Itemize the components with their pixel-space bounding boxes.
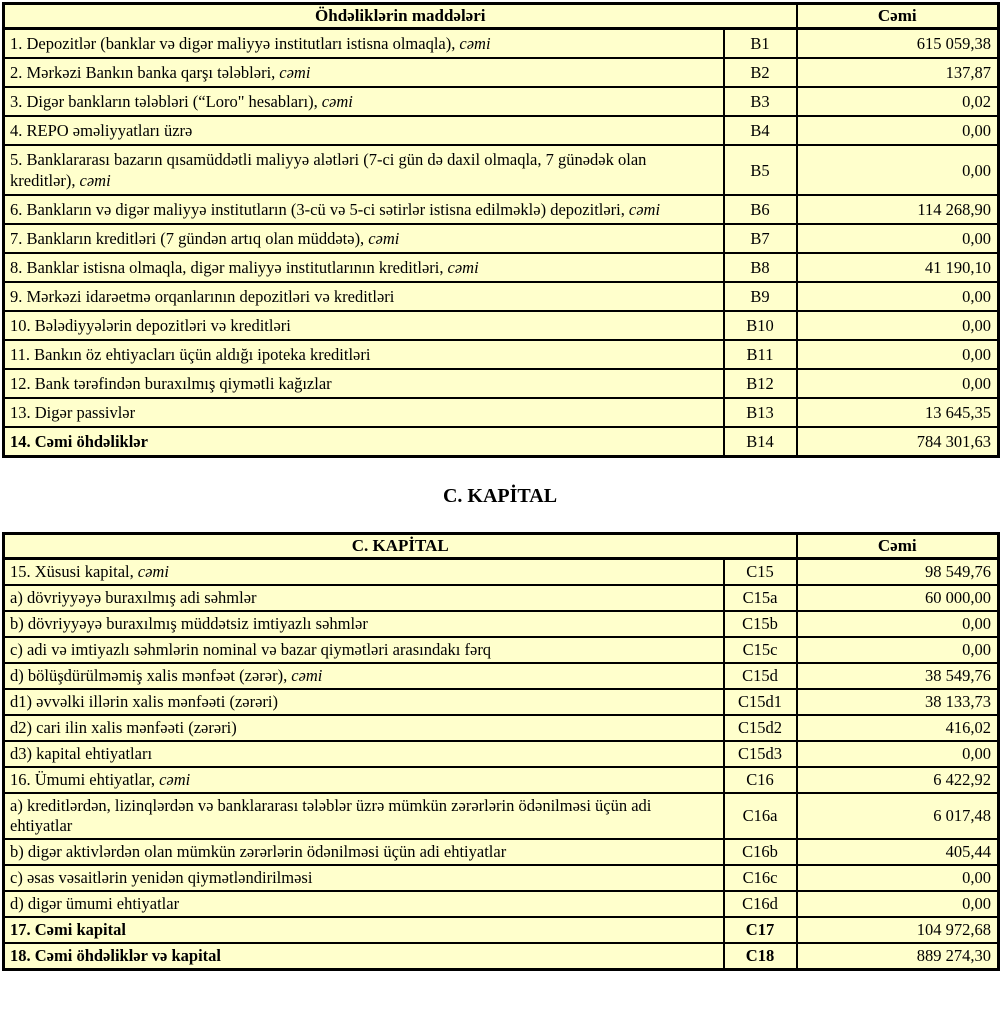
row-label-text: b) dövriyyəyə buraxılmış müddətsiz imtiyazlı səhmlər (10, 614, 368, 633)
table-row (4, 943, 999, 970)
table-row (4, 715, 999, 741)
row-value: 0,00 (797, 145, 999, 195)
row-label-text: 10. Bələdiyyələrin depozitləri və kreditləri (10, 316, 291, 335)
table-row (4, 311, 999, 340)
row-label (4, 793, 724, 839)
row-value: 0,00 (797, 282, 999, 311)
table-row (4, 741, 999, 767)
row-value: 13 645,35 (797, 398, 999, 427)
row-code: C17 (724, 917, 797, 943)
row-label-text: 18. Cəmi öhdəliklər və kapital (10, 946, 221, 965)
row-value: 889 274,30 (797, 943, 999, 970)
liabilities-table-header (4, 4, 999, 29)
row-label (4, 369, 724, 398)
capital-table-header (4, 534, 999, 559)
row-value: 0,00 (797, 741, 999, 767)
row-label-text: b) digər aktivlərdən olan mümkün zərərlərin ödənilməsi üçün adi ehtiyatlar (10, 842, 507, 861)
table-row (4, 793, 999, 839)
table-row (4, 611, 999, 637)
row-code: B14 (724, 427, 797, 457)
row-label (4, 741, 724, 767)
liabilities-table-body (4, 29, 999, 457)
row-label-italic-suffix: cəmi (321, 92, 353, 111)
row-label (4, 282, 724, 311)
row-label (4, 767, 724, 793)
row-label (4, 917, 724, 943)
row-label-text: 4. REPO əməliyyatları üzrə (10, 121, 193, 140)
table-row (4, 369, 999, 398)
row-code: C16d (724, 891, 797, 917)
row-label (4, 839, 724, 865)
row-label (4, 58, 724, 87)
row-code: B1 (724, 29, 797, 59)
row-label (4, 637, 724, 663)
table-row (4, 865, 999, 891)
row-value: 137,87 (797, 58, 999, 87)
row-code: B13 (724, 398, 797, 427)
row-label-text: a) kreditlərdən, lizinqlərdən və banklararası tələblər üzrə mümkün zərərlərin ödənilməsi üçün adi ehtiyatlar (10, 796, 652, 835)
table-row (4, 58, 999, 87)
row-value: 6 017,48 (797, 793, 999, 839)
table-row (4, 145, 999, 195)
row-label-italic-suffix: cəmi (368, 229, 400, 248)
row-label (4, 559, 724, 586)
row-value: 60 000,00 (797, 585, 999, 611)
row-code: C16b (724, 839, 797, 865)
row-code: C15 (724, 559, 797, 586)
table-row (4, 891, 999, 917)
row-label (4, 865, 724, 891)
liabilities-header-amount: Cəmi (797, 4, 999, 29)
row-code: C15d (724, 663, 797, 689)
row-code: C15a (724, 585, 797, 611)
row-value: 0,00 (797, 369, 999, 398)
row-label (4, 224, 724, 253)
row-code: C15c (724, 637, 797, 663)
row-value: 0,00 (797, 224, 999, 253)
capital-table-body (4, 559, 999, 970)
row-code: C15b (724, 611, 797, 637)
capital-table (2, 532, 1000, 971)
table-row (4, 87, 999, 116)
row-value: 615 059,38 (797, 29, 999, 59)
liabilities-table (2, 2, 1000, 458)
row-code: B6 (724, 195, 797, 224)
row-label (4, 29, 724, 59)
row-value: 41 190,10 (797, 253, 999, 282)
row-label (4, 311, 724, 340)
row-label-text: d3) kapital ehtiyatları (10, 744, 153, 763)
row-label-text: c) adi və imtiyazlı səhmlərin nominal və bazar qiymətləri arasındakı fərq (10, 640, 492, 659)
row-label (4, 398, 724, 427)
row-label-italic-suffix: cəmi (291, 666, 323, 685)
table-row (4, 559, 999, 586)
row-label-italic-suffix: cəmi (459, 34, 491, 53)
table-row (4, 224, 999, 253)
row-value: 0,00 (797, 611, 999, 637)
row-code: C16a (724, 793, 797, 839)
row-value: 38 133,73 (797, 689, 999, 715)
row-label-text: d1) əvvəlki illərin xalis mənfəəti (zərəri) (10, 692, 279, 711)
row-value: 0,00 (797, 311, 999, 340)
row-label (4, 87, 724, 116)
row-label-text: 12. Bank tərəfindən buraxılmış qiymətli kağızlar (10, 374, 332, 393)
row-label (4, 340, 724, 369)
row-value: 784 301,63 (797, 427, 999, 457)
row-label (4, 943, 724, 970)
row-code: B10 (724, 311, 797, 340)
row-label (4, 195, 724, 224)
row-code: C15d1 (724, 689, 797, 715)
row-label (4, 585, 724, 611)
row-value: 0,00 (797, 891, 999, 917)
header-row (4, 534, 999, 559)
row-code: B3 (724, 87, 797, 116)
row-label-italic-suffix: cəmi (279, 63, 311, 82)
row-label (4, 145, 724, 195)
row-value: 38 549,76 (797, 663, 999, 689)
row-code: C16 (724, 767, 797, 793)
row-label (4, 715, 724, 741)
row-code: B9 (724, 282, 797, 311)
row-label-text: d) digər ümumi ehtiyatlar (10, 894, 180, 913)
table-row (4, 398, 999, 427)
row-code: B11 (724, 340, 797, 369)
row-code: B2 (724, 58, 797, 87)
row-label (4, 253, 724, 282)
row-label-text: 1. Depozitlər (banklar və digər maliyyə institutları istisna olmaqla), (10, 34, 456, 53)
row-value: 0,00 (797, 116, 999, 145)
row-label-text: 13. Digər passivlər (10, 403, 136, 422)
row-label-text: 15. Xüsusi kapital, (10, 562, 134, 581)
liabilities-header-title: Öhdəliklərin maddələri (4, 4, 797, 29)
row-value: 104 972,68 (797, 917, 999, 943)
row-label-italic-suffix: cəmi (159, 770, 191, 789)
table-row (4, 637, 999, 663)
table-row (4, 585, 999, 611)
table-row (4, 253, 999, 282)
row-label (4, 427, 724, 457)
row-code: B8 (724, 253, 797, 282)
row-value: 6 422,92 (797, 767, 999, 793)
row-label-text: a) dövriyyəyə buraxılmış adi səhmlər (10, 588, 257, 607)
row-label (4, 689, 724, 715)
row-label (4, 663, 724, 689)
table-row (4, 282, 999, 311)
row-label-text: 6. Bankların və digər maliyyə institutların (3-cü və 5-ci sətirlər istisna edilməklə) depozitləri, (10, 200, 625, 219)
row-label-italic-suffix: cəmi (628, 200, 661, 219)
row-label-italic-suffix: cəmi (137, 562, 169, 581)
row-label-text: 8. Banklar istisna olmaqla, digər maliyyə institutlarının kreditləri, (10, 258, 444, 277)
row-label (4, 891, 724, 917)
row-value: 98 549,76 (797, 559, 999, 586)
row-value: 416,02 (797, 715, 999, 741)
row-code: B7 (724, 224, 797, 253)
table-row (4, 116, 999, 145)
row-label-italic-suffix: cəmi (447, 258, 479, 277)
row-label-text: c) əsas vəsaitlərin yenidən qiymətləndirilməsi (10, 868, 313, 887)
row-code: C16c (724, 865, 797, 891)
row-label-text: 14. Cəmi öhdəliklər (10, 432, 148, 451)
row-label-text: 3. Digər bankların tələbləri (“Loro" hesabları), (10, 92, 318, 111)
capital-header-amount: Cəmi (797, 534, 999, 559)
row-label-text: 7. Bankların kreditləri (7 gündən artıq olan müddətə), (10, 229, 365, 248)
row-label-text: 11. Bankın öz ehtiyacları üçün aldığı ipoteka kreditləri (10, 345, 371, 364)
row-label-text: 16. Ümumi ehtiyatlar, (10, 770, 156, 789)
row-label-text: 17. Cəmi kapital (10, 920, 126, 939)
table-row (4, 427, 999, 457)
row-value: 0,00 (797, 340, 999, 369)
table-row (4, 340, 999, 369)
row-label (4, 116, 724, 145)
row-label (4, 611, 724, 637)
table-row (4, 839, 999, 865)
row-label-italic-suffix: cəmi (79, 171, 111, 190)
row-code: C15d3 (724, 741, 797, 767)
table-row (4, 195, 999, 224)
row-value: 0,00 (797, 865, 999, 891)
table-row (4, 663, 999, 689)
row-code: C15d2 (724, 715, 797, 741)
row-code: B12 (724, 369, 797, 398)
row-value: 405,44 (797, 839, 999, 865)
row-label-text: 2. Mərkəzi Bankın banka qarşı tələbləri, (10, 63, 276, 82)
row-value: 0,02 (797, 87, 999, 116)
table-row (4, 917, 999, 943)
row-value: 114 268,90 (797, 195, 999, 224)
row-label-text: 9. Mərkəzi idarəetmə orqanlarının depozitləri və kreditləri (10, 287, 395, 306)
table-row (4, 767, 999, 793)
row-code: C18 (724, 943, 797, 970)
row-label-text: d2) cari ilin xalis mənfəəti (zərəri) (10, 718, 237, 737)
row-value: 0,00 (797, 637, 999, 663)
row-code: B4 (724, 116, 797, 145)
row-label-text: d) bölüşdürülməmiş xalis mənfəət (zərər), (10, 666, 288, 685)
section-title: C. KAPİTAL (442, 485, 558, 507)
row-label-text: 5. Banklararası bazarın qısamüddətli maliyyə alətləri (7-ci gün də daxil olmaqla, 7 günədək olan kreditlər), (10, 150, 647, 190)
table-row (4, 29, 999, 59)
table-row (4, 689, 999, 715)
row-code: B5 (724, 145, 797, 195)
header-row (4, 4, 999, 29)
capital-header-title: C. KAPİTAL (4, 534, 797, 559)
